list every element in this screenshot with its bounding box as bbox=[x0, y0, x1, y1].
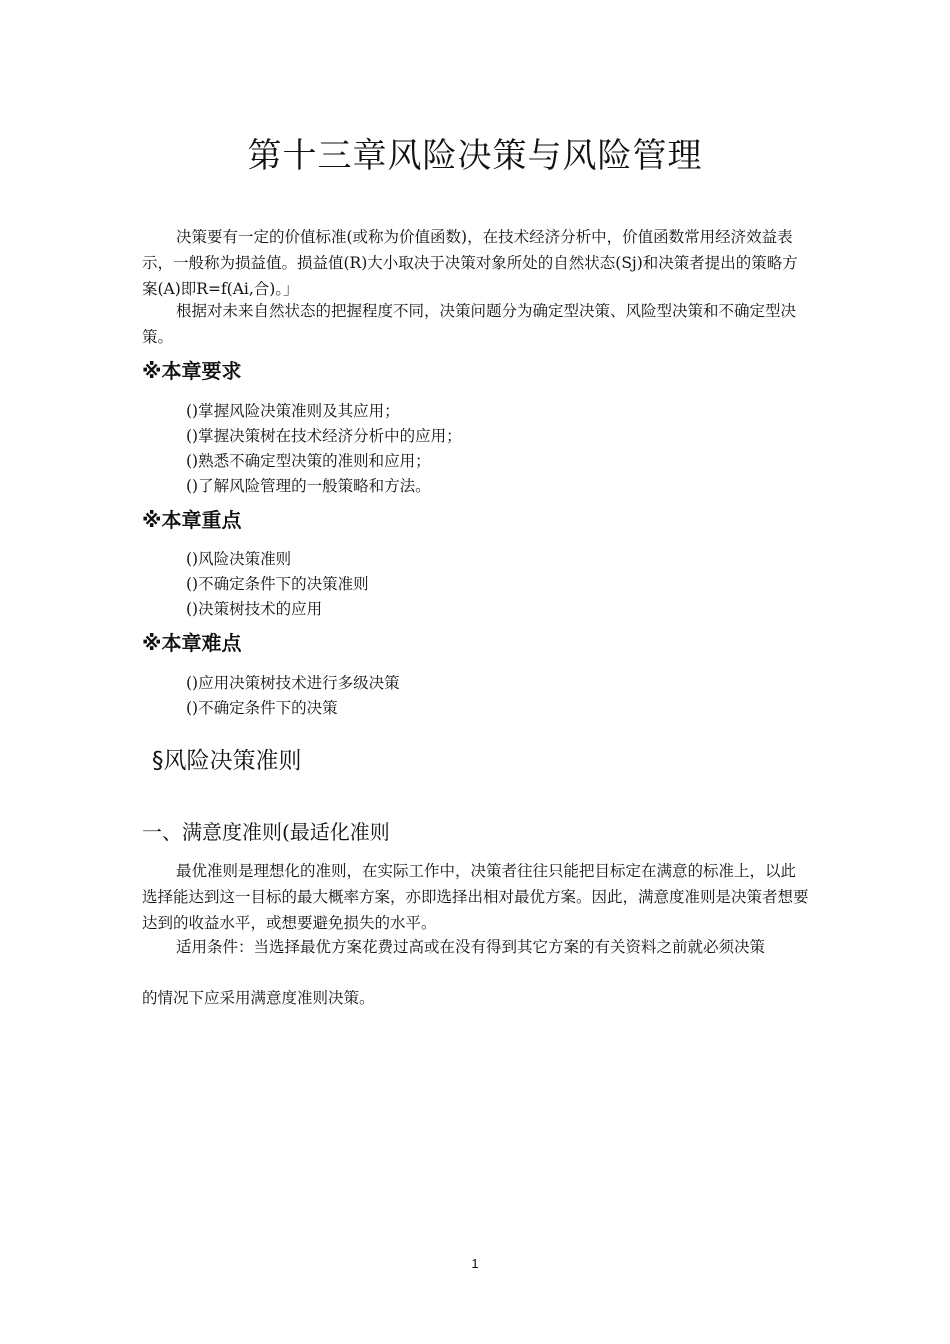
list-item: ()掌握风险决策准则及其应用； bbox=[186, 402, 400, 420]
requirements-heading: ※本章要求 bbox=[142, 359, 242, 383]
key-points-heading: ※本章重点 bbox=[142, 508, 242, 532]
body-paragraph-2: 适用条件：当选择最优方案花费过高或在没有得到其它方案的有关资料之前就必须决策 bbox=[176, 938, 766, 956]
list-item: ()决策树技术的应用 bbox=[186, 600, 323, 618]
list-item: ()熟悉不确定型决策的准则和应用； bbox=[186, 452, 431, 470]
difficulties-heading: ※本章难点 bbox=[142, 631, 242, 655]
page-number: 1 bbox=[471, 1256, 479, 1271]
intro-paragraph-1: 决策要有一定的价值标准(或称为价值函数)，在技术经济分析中，价值函数常用经济效益表示，一般称为损益值。损益值(R)大小取决于决策对象所处的自然状态(Sj)和决策者提出的策略方案(A)即R=f(Ai,合)。」 bbox=[142, 228, 798, 298]
section-title: §风险决策准则 bbox=[152, 748, 302, 774]
list-item: ()不确定条件下的决策 bbox=[186, 699, 338, 717]
list-item: ()掌握决策树在技术经济分析中的应用； bbox=[186, 427, 462, 445]
body-paragraph-3: 的情况下应采用满意度准则决策。 bbox=[142, 989, 375, 1007]
key-points-list bbox=[186, 547, 369, 622]
requirements-list bbox=[186, 399, 462, 499]
intro-paragraph-2: 根据对未来自然状态的把握程度不同，决策问题分为确定型决策、风险型决策和不确定型决策。 bbox=[142, 302, 797, 346]
list-item: ()不确定条件下的决策准则 bbox=[186, 575, 369, 593]
chapter-title: 第十三章风险决策与风险管理 bbox=[247, 136, 703, 176]
subsection-title: 一、满意度准则(最适化准则 bbox=[142, 820, 390, 844]
body-paragraph-1: 最优准则是理想化的准则，在实际工作中，决策者往往只能把目标定在满意的标准上，以此选择能达到这一目标的最大概率方案，亦即选择出相对最优方案。因此，满意度准则是决策者想要达到的收益水平，或想要避免损失的水平。 bbox=[142, 862, 809, 932]
list-item: ()了解风险管理的一般策略和方法。 bbox=[186, 477, 431, 495]
list-item: ()应用决策树技术进行多级决策 bbox=[186, 674, 400, 692]
list-item: ()风险决策准则 bbox=[186, 550, 292, 568]
difficulties-list bbox=[186, 671, 400, 721]
